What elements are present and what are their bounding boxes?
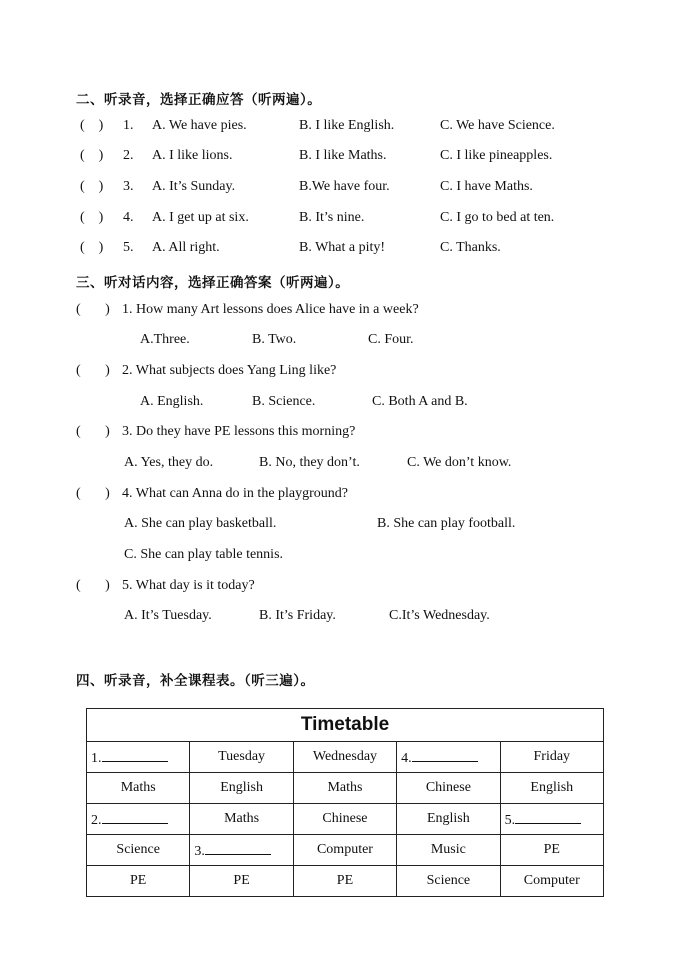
answer-blank[interactable]: [102, 809, 168, 824]
option-c: C.It’s Wednesday.: [389, 608, 490, 623]
question-number: 5.: [123, 240, 134, 255]
blank-cell-4[interactable]: [397, 742, 500, 773]
option-a: A.Three.: [140, 332, 190, 347]
answer-blank[interactable]: [515, 809, 581, 824]
answer-bracket[interactable]: ( ): [80, 179, 104, 194]
option-c: C. I go to bed at ten.: [440, 210, 555, 225]
question-text: 1. How many Art lessons does Alice have in a week?: [122, 302, 419, 317]
option-a: A. We have pies.: [152, 118, 247, 133]
option-c: C. She can play table tennis.: [124, 547, 284, 562]
blank-cell-2[interactable]: [87, 804, 190, 835]
option-c: C. Thanks.: [440, 240, 501, 255]
question-number: 3.: [123, 179, 134, 194]
blank-number: 2.: [91, 813, 102, 828]
option-c: C. Four.: [368, 332, 414, 347]
table-cell: Maths: [87, 773, 190, 804]
question-text: 5. What day is it today?: [122, 578, 255, 593]
table-cell: Music: [397, 835, 500, 866]
question-number: 2.: [123, 148, 134, 163]
option-b: B. What a pity!: [299, 240, 386, 255]
table-cell: Friday: [500, 742, 603, 773]
answer-bracket[interactable]: ( ): [80, 118, 104, 133]
answer-bracket[interactable]: ( ): [76, 424, 110, 439]
option-c: C. I like pineapples.: [440, 148, 553, 163]
answer-bracket[interactable]: ( ): [80, 240, 104, 255]
option-a: A. All right.: [152, 240, 220, 255]
question-number: 4.: [123, 210, 134, 225]
answer-bracket[interactable]: ( ): [80, 148, 104, 163]
table-cell: PE: [190, 866, 293, 897]
timetable: [86, 708, 604, 897]
option-c: C. I have Maths.: [440, 179, 533, 194]
option-b: B. Two.: [252, 332, 297, 347]
table-row: [87, 835, 604, 866]
option-b: B. I like Maths.: [299, 148, 387, 163]
answer-bracket[interactable]: ( ): [76, 302, 110, 317]
table-cell: Chinese: [293, 804, 396, 835]
table-row: [87, 804, 604, 835]
answer-bracket[interactable]: ( ): [76, 486, 110, 501]
table-cell: Maths: [293, 773, 396, 804]
table-cell: Computer: [293, 835, 396, 866]
table-cell: PE: [293, 866, 396, 897]
answer-blank[interactable]: [412, 747, 478, 762]
table-cell: Tuesday: [190, 742, 293, 773]
option-c: C. Both A and B.: [372, 394, 468, 409]
answer-blank[interactable]: [205, 840, 271, 855]
option-a: A. She can play basketball.: [124, 516, 277, 531]
section-2-heading: 二、听录音，选择正确应答（听两遍）。: [76, 92, 322, 108]
blank-cell-3[interactable]: [190, 835, 293, 866]
table-row: [87, 866, 604, 897]
option-b: B. She can play football.: [377, 516, 516, 531]
table-cell: English: [190, 773, 293, 804]
table-cell: Maths: [190, 804, 293, 835]
option-a: A. I like lions.: [152, 148, 233, 163]
table-row: [87, 773, 604, 804]
table-cell: English: [500, 773, 603, 804]
table-cell: Science: [87, 835, 190, 866]
timetable-title: Timetable: [87, 709, 604, 742]
option-a: A. It’s Tuesday.: [124, 608, 212, 623]
question-number: 1.: [123, 118, 134, 133]
table-row: [87, 742, 604, 773]
option-a: A. I get up at six.: [152, 210, 249, 225]
table-cell: Wednesday: [293, 742, 396, 773]
answer-bracket[interactable]: ( ): [76, 363, 110, 378]
answer-bracket[interactable]: ( ): [80, 210, 104, 225]
blank-number: 4.: [401, 751, 412, 766]
table-cell: Chinese: [397, 773, 500, 804]
option-b: B. It’s Friday.: [259, 608, 336, 623]
option-b: B. Science.: [252, 394, 316, 409]
section-3-heading: 三、听对话内容，选择正确答案（听两遍）。: [76, 275, 350, 291]
option-c: C. We don’t know.: [407, 455, 512, 470]
answer-bracket[interactable]: ( ): [76, 578, 110, 593]
table-cell: English: [397, 804, 500, 835]
table-cell: Science: [397, 866, 500, 897]
blank-cell-1[interactable]: [87, 742, 190, 773]
blank-number: 1.: [91, 751, 102, 766]
option-a: A. It’s Sunday.: [152, 179, 236, 194]
table-cell: PE: [500, 835, 603, 866]
blank-number: 5.: [504, 813, 516, 828]
option-b: B. No, they don’t.: [259, 455, 360, 470]
blank-number: 3.: [194, 844, 205, 859]
question-text: 2. What subjects does Yang Ling like?: [122, 363, 337, 378]
question-text: 4. What can Anna do in the playground?: [122, 486, 349, 501]
option-a: A. Yes, they do.: [124, 455, 214, 470]
table-cell: PE: [87, 866, 190, 897]
option-a: A. English.: [140, 394, 204, 409]
option-c: C. We have Science.: [440, 118, 555, 133]
option-b: B. It’s nine.: [299, 210, 365, 225]
table-cell: Computer: [500, 866, 603, 897]
section-4-heading: 四、听录音，补全课程表。（听三遍）。: [76, 673, 315, 689]
blank-cell-5[interactable]: [500, 804, 603, 835]
question-text: 3. Do they have PE lessons this morning?: [122, 424, 356, 439]
option-b: B.We have four.: [299, 179, 390, 194]
option-b: B. I like English.: [299, 118, 395, 133]
answer-blank[interactable]: [102, 747, 168, 762]
